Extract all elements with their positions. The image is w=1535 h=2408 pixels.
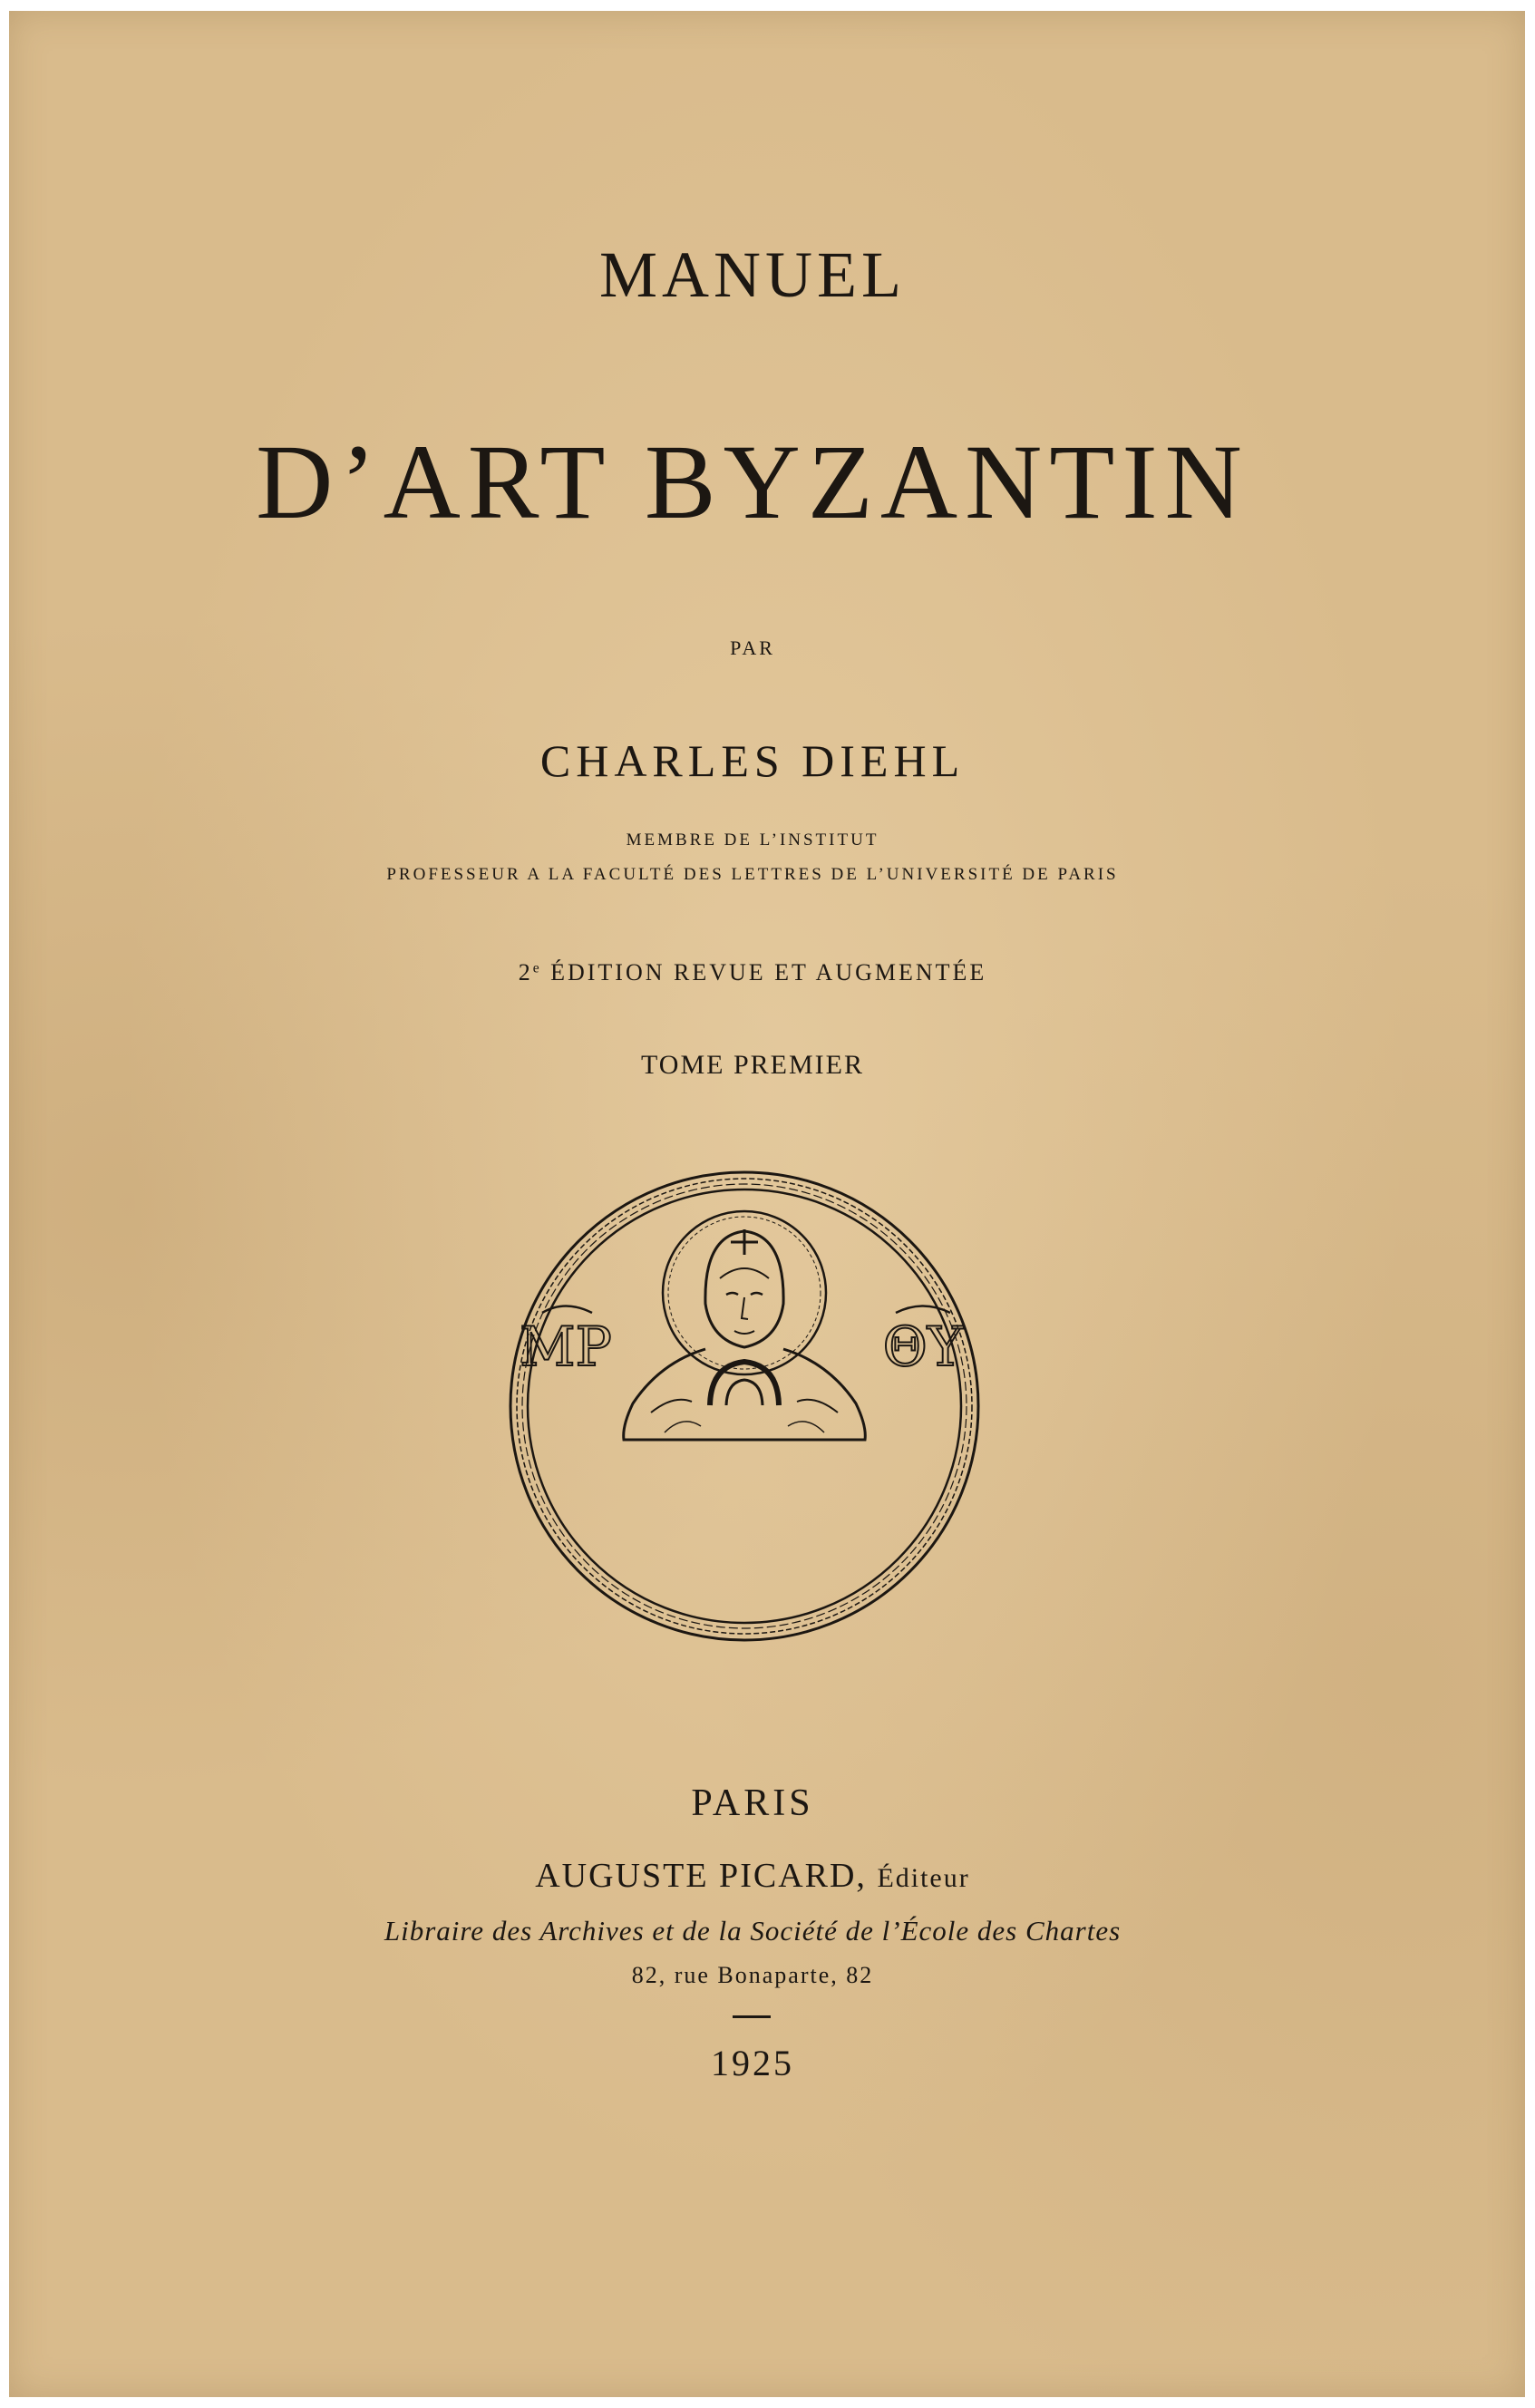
medallion-inscription-right: ΘΥ	[882, 1316, 964, 1379]
par-label: PAR	[730, 636, 775, 659]
medallion-inscription-left: ΜΡ	[520, 1316, 612, 1379]
author-credential-institut: MEMBRE DE L’INSTITUT	[626, 830, 879, 850]
publisher-role: Éditeur	[877, 1863, 970, 1893]
edition-text: ÉDITION REVUE ET AUGMENTÉE	[550, 959, 987, 986]
libraire-line: Libraire des Archives et de la Société de l’École des Chartes	[384, 1915, 1122, 1947]
author-credential-professeur: PROFESSEUR A LA FACULTÉ DES LETTRES DE L’UNIVERSITÉ DE PARIS	[386, 865, 1119, 884]
publication-year: 1925	[711, 2043, 794, 2083]
title-art-byzantin: D’ART BYZANTIN	[256, 422, 1249, 541]
publisher-address: 82, rue Bonaparte, 82	[631, 1962, 874, 1988]
title-manuel: MANUEL	[599, 238, 906, 311]
imprint-city: PARIS	[691, 1782, 814, 1824]
edition-number: 2	[518, 959, 533, 986]
publisher-name: AUGUSTE PICARD,	[535, 1857, 867, 1895]
volume-label: TOME PREMIER	[641, 1050, 864, 1080]
author-name: CHARLES DIEHL	[539, 735, 966, 786]
virgin-medallion-icon	[506, 1168, 983, 1645]
edition-statement	[9, 959, 1496, 986]
book-cover	[9, 11, 1525, 2397]
edition-superscript: e	[532, 960, 542, 976]
separator-rule	[733, 2015, 771, 2018]
publisher-line	[9, 1856, 1496, 1896]
